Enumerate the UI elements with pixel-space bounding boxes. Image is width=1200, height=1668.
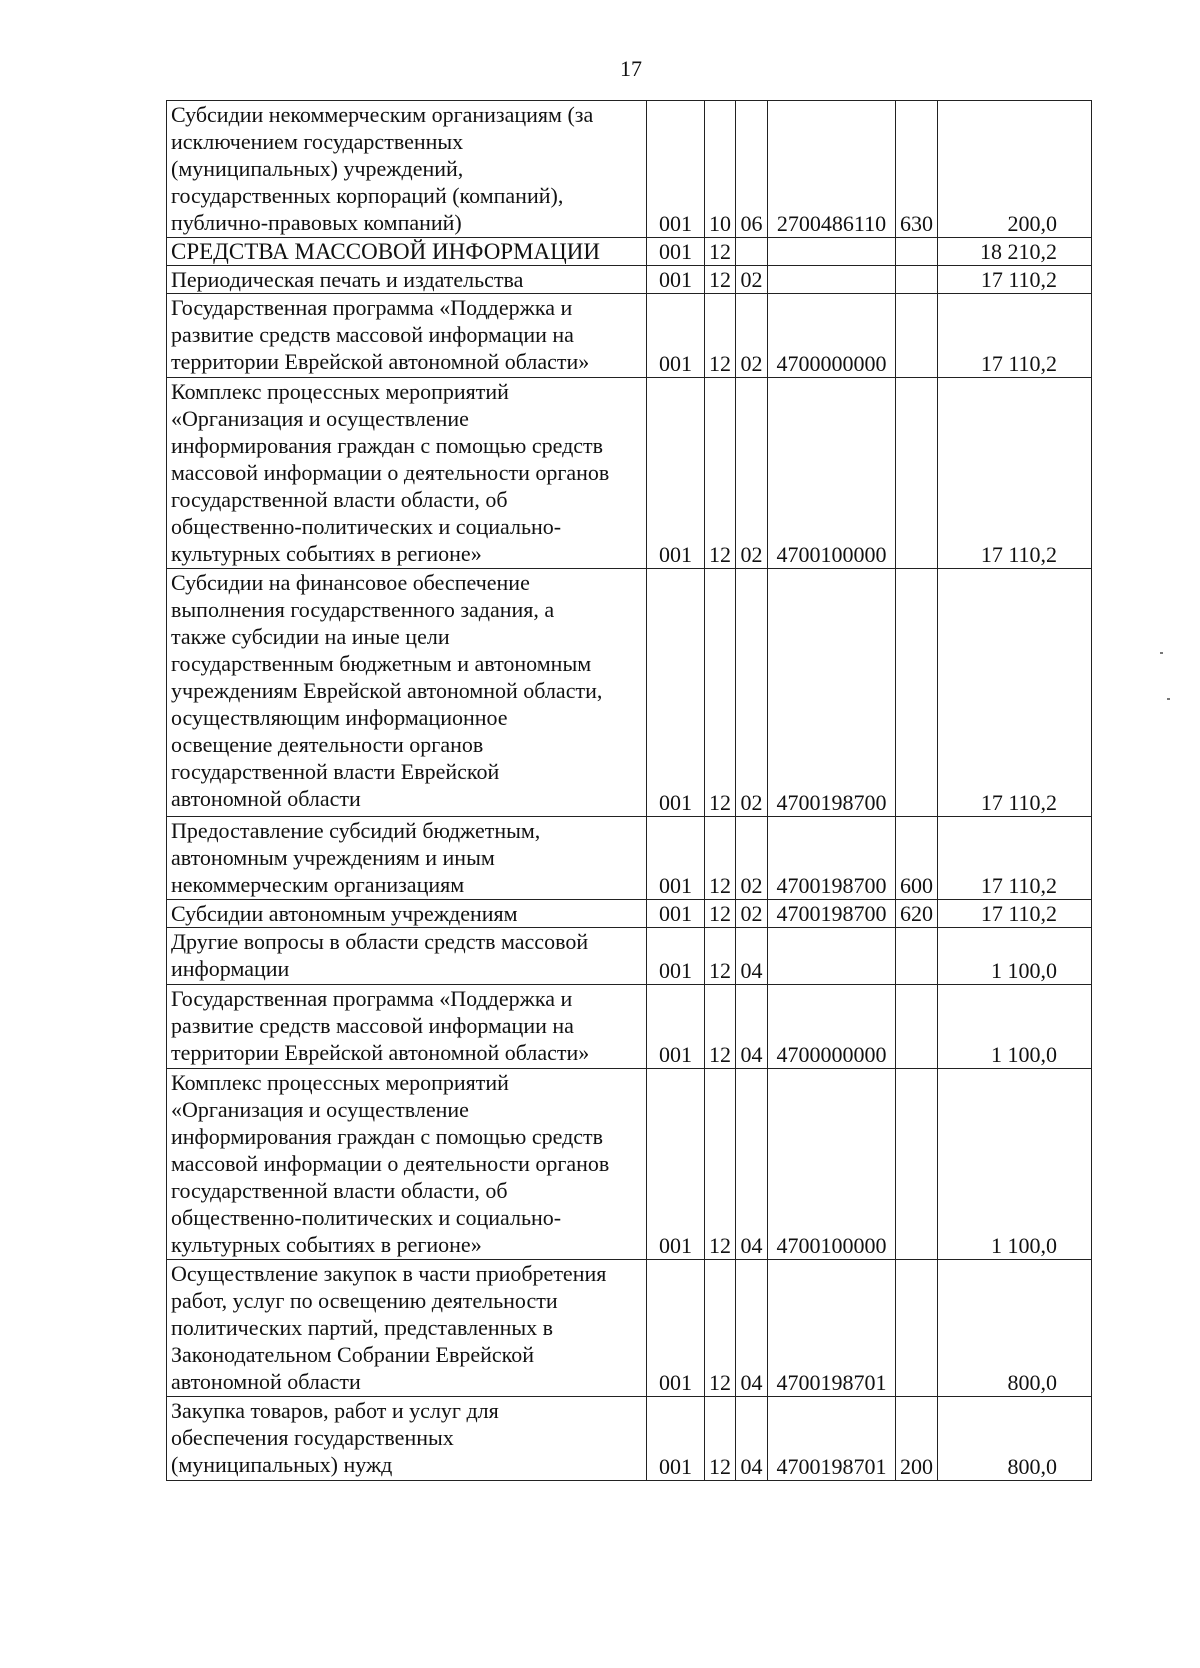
- subsection-code: 02: [736, 569, 768, 817]
- target-code: [768, 928, 896, 985]
- table-row: [167, 569, 1092, 817]
- section-code: 10: [705, 101, 736, 238]
- target-code: 2700486110: [768, 101, 896, 238]
- row-name: Закупка товаров, работ и услуг для обеспечения государственных (муниципальных) нужд: [167, 1397, 647, 1481]
- budget-table: [166, 100, 1092, 1481]
- target-code: 4700198700: [768, 569, 896, 817]
- subsection-code: 04: [736, 1260, 768, 1397]
- amount: 17 110,2: [938, 294, 1092, 378]
- target-code: 4700198701: [768, 1260, 896, 1397]
- table-row: [167, 928, 1092, 985]
- section-code: 12: [705, 569, 736, 817]
- section-code: 12: [705, 378, 736, 569]
- expense-type-code: 620: [896, 900, 938, 928]
- table-row: [167, 1260, 1092, 1397]
- expense-type-code: [896, 1069, 938, 1260]
- admin-code: 001: [647, 1069, 705, 1260]
- target-code: 4700000000: [768, 294, 896, 378]
- scan-speck: [1160, 652, 1163, 654]
- amount: 800,0: [938, 1397, 1092, 1481]
- amount: 1 100,0: [938, 1069, 1092, 1260]
- subsection-code: 02: [736, 900, 768, 928]
- target-code: 4700198700: [768, 900, 896, 928]
- admin-code: 001: [647, 817, 705, 900]
- row-name: Субсидии некоммерческим организациям (за исключением государственных (муниципальных) учреждений, государственных корпораций (компаний), публично-правовых компаний): [167, 101, 647, 238]
- table-row: [167, 238, 1092, 266]
- table-row: [167, 817, 1092, 900]
- amount: 800,0: [938, 1260, 1092, 1397]
- row-name: Осуществление закупок в части приобретения работ, услуг по освещению деятельности политических партий, представленных в Законодательном Собрании Еврейской автономной области: [167, 1260, 647, 1397]
- admin-code: 001: [647, 569, 705, 817]
- target-code: [768, 266, 896, 294]
- admin-code: 001: [647, 378, 705, 569]
- expense-type-code: [896, 569, 938, 817]
- amount: 17 110,2: [938, 378, 1092, 569]
- section-code: 12: [705, 900, 736, 928]
- expense-type-code: 600: [896, 817, 938, 900]
- admin-code: 001: [647, 928, 705, 985]
- admin-code: 001: [647, 294, 705, 378]
- row-name: Государственная программа «Поддержка и развитие средств массовой информации на территории Еврейской автономной области»: [167, 294, 647, 378]
- target-code: 4700198701: [768, 1397, 896, 1481]
- admin-code: 001: [647, 1260, 705, 1397]
- scan-speck: [1167, 698, 1170, 700]
- amount: 1 100,0: [938, 928, 1092, 985]
- amount: 17 110,2: [938, 569, 1092, 817]
- subsection-code: 04: [736, 1397, 768, 1481]
- subsection-code: 04: [736, 1069, 768, 1260]
- admin-code: 001: [647, 238, 705, 266]
- subsection-code: [736, 238, 768, 266]
- subsection-code: 02: [736, 266, 768, 294]
- admin-code: 001: [647, 1397, 705, 1481]
- table-row: [167, 1397, 1092, 1481]
- table-row: [167, 266, 1092, 294]
- expense-type-code: [896, 1260, 938, 1397]
- target-code: 4700100000: [768, 1069, 896, 1260]
- row-name: Предоставление субсидий бюджетным, автономным учреждениям и иным некоммерческим организациям: [167, 817, 647, 900]
- subsection-code: 02: [736, 817, 768, 900]
- admin-code: 001: [647, 101, 705, 238]
- table-row: [167, 294, 1092, 378]
- target-code: 4700198700: [768, 817, 896, 900]
- section-code: 12: [705, 1069, 736, 1260]
- subsection-code: 04: [736, 985, 768, 1069]
- row-name: Субсидии автономным учреждениям: [167, 900, 647, 928]
- target-code: [768, 238, 896, 266]
- table-row: [167, 1069, 1092, 1260]
- section-code: 12: [705, 1397, 736, 1481]
- table-row: [167, 985, 1092, 1069]
- section-code: 12: [705, 294, 736, 378]
- expense-type-code: 200: [896, 1397, 938, 1481]
- expense-type-code: [896, 378, 938, 569]
- row-name: Другие вопросы в области средств массовой информации: [167, 928, 647, 985]
- budget-table-body: [167, 101, 1092, 1481]
- row-name: Комплекс процессных мероприятий «Организация и осуществление информирования граждан с помощью средств массовой информации о деятельности органов государственной власти области, об общественно-политических и социально- культурных событиях в регионе»: [167, 1069, 647, 1260]
- admin-code: 001: [647, 900, 705, 928]
- section-code: 12: [705, 1260, 736, 1397]
- amount: 17 110,2: [938, 817, 1092, 900]
- target-code: 4700100000: [768, 378, 896, 569]
- expense-type-code: [896, 294, 938, 378]
- expense-type-code: [896, 266, 938, 294]
- section-code: 12: [705, 817, 736, 900]
- section-code: 12: [705, 985, 736, 1069]
- amount: 17 110,2: [938, 900, 1092, 928]
- amount: 17 110,2: [938, 266, 1092, 294]
- row-name: Государственная программа «Поддержка и развитие средств массовой информации на территории Еврейской автономной области»: [167, 985, 647, 1069]
- table-row: [167, 900, 1092, 928]
- page-number: 17: [620, 56, 642, 81]
- target-code: 4700000000: [768, 985, 896, 1069]
- admin-code: 001: [647, 266, 705, 294]
- table-row: [167, 101, 1092, 238]
- subsection-code: 06: [736, 101, 768, 238]
- amount: 1 100,0: [938, 985, 1092, 1069]
- row-name: Субсидии на финансовое обеспечение выполнения государственного задания, а также субсидии на иные цели государственным бюджетным и автономным учреждениям Еврейской автономной области, осуществляющим информационное освещение деятельности органов государственной власти Еврейской автономной области: [167, 569, 647, 817]
- subsection-code: 02: [736, 294, 768, 378]
- row-name: Комплекс процессных мероприятий «Организация и осуществление информирования граждан с помощью средств массовой информации о деятельности органов государственной власти области, об общественно-политических и социально- культурных событиях в регионе»: [167, 378, 647, 569]
- subsection-code: 04: [736, 928, 768, 985]
- amount: 200,0: [938, 101, 1092, 238]
- subsection-code: 02: [736, 378, 768, 569]
- section-code: 12: [705, 266, 736, 294]
- row-name: Периодическая печать и издательства: [167, 266, 647, 294]
- expense-type-code: [896, 985, 938, 1069]
- admin-code: 001: [647, 985, 705, 1069]
- expense-type-code: [896, 928, 938, 985]
- table-row: [167, 378, 1092, 569]
- amount: 18 210,2: [938, 238, 1092, 266]
- section-code: 12: [705, 238, 736, 266]
- section-code: 12: [705, 928, 736, 985]
- row-name: СРЕДСТВА МАССОВОЙ ИНФОРМАЦИИ: [167, 238, 647, 266]
- expense-type-code: 630: [896, 101, 938, 238]
- expense-type-code: [896, 238, 938, 266]
